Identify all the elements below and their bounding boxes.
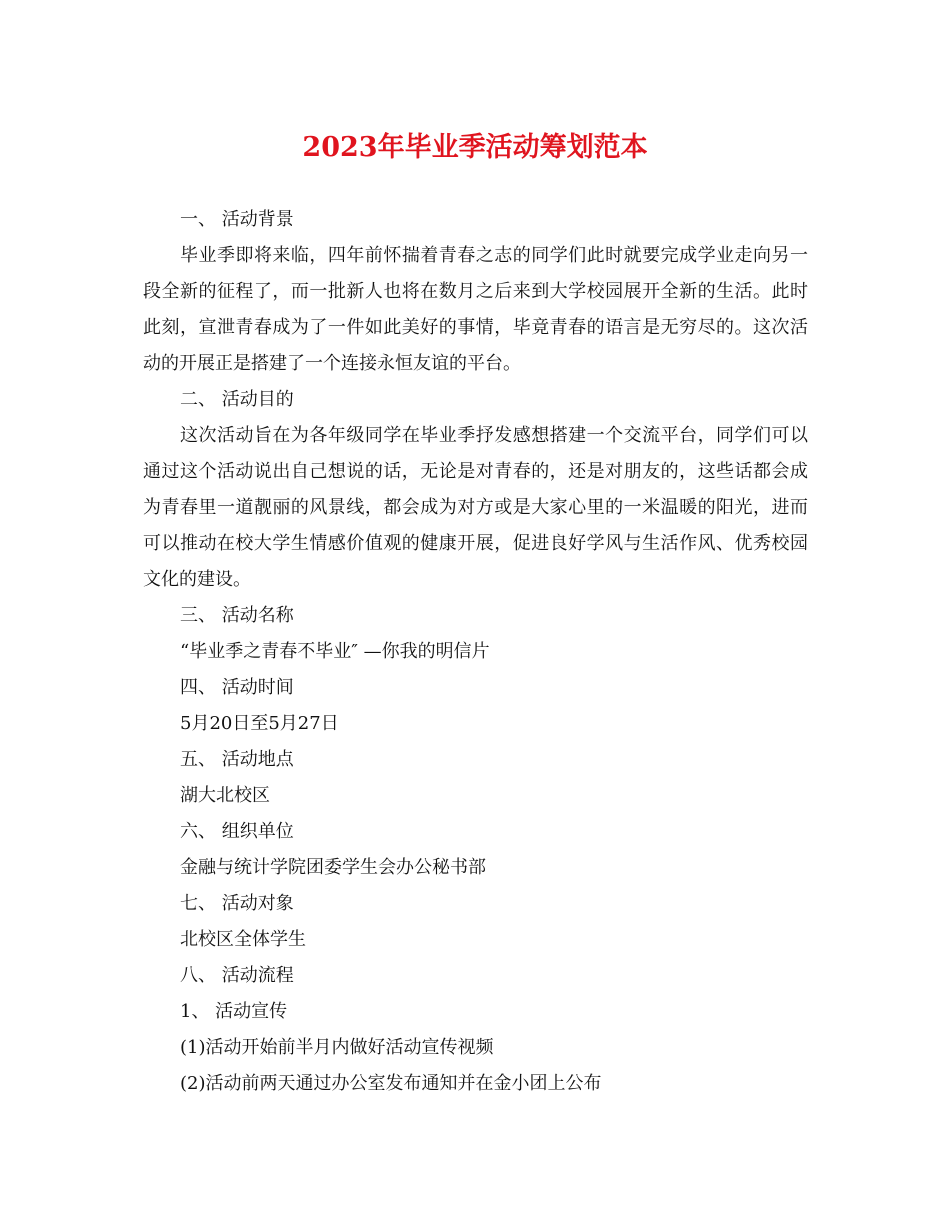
section-heading-target: 七、 活动对象 [180,893,294,914]
list-item: (2)活动前两天通过办公室发布通知并在金小团上公布 [180,1073,602,1094]
section-heading-place: 五、 活动地点 [180,749,294,770]
section-heading-organizer: 六、 组织单位 [180,821,294,842]
paragraph-place: 湖大北校区 [180,785,270,806]
section-heading-background: 一、 活动背景 [180,209,294,230]
section-heading-name: 三、 活动名称 [180,605,294,626]
paragraph-name: “毕业季之青春不毕业″ —你我的明信片 [180,641,490,662]
paragraph-background: 毕业季即将来临，四年前怀揣着青春之志的同学们此时就要完成学业走向另一段全新的征程了，而一批新人也将在数月之后来到大学校园展开全新的生活。此时此刻，宣泄青春成为了一件如此美好的事情，毕竟青春的语言是无穷尽的。这次活动的开展正是搭建了一个连接永恒友谊的平台。 [143,245,808,374]
list-item: (1)活动开始前半月内做好活动宣传视频 [180,1037,494,1058]
subheading-promotion: 1、 活动宣传 [180,1001,288,1022]
section-heading-purpose: 二、 活动目的 [180,389,294,410]
document-body [143,202,808,1102]
document-title: 2023年毕业季活动筹划范本 [302,132,648,163]
paragraph-time: 5月20日至5月27日 [180,713,339,734]
section-heading-process: 八、 活动流程 [180,965,294,986]
paragraph-target: 北校区全体学生 [180,929,306,950]
paragraph-organizer: 金融与统计学院团委学生会办公秘书部 [180,857,486,878]
paragraph-purpose: 这次活动旨在为各年级同学在毕业季抒发感想搭建一个交流平台，同学们可以通过这个活动说出自己想说的话，无论是对青春的，还是对朋友的，这些话都会成为青春里一道靓丽的风景线，都会成为对方或是大家心里的一米温暖的阳光，进而可以推动在校大学生情感价值观的健康开展，促进良好学风与生活作风、优秀校园文化的建设。 [143,425,808,590]
section-heading-time: 四、 活动时间 [180,677,294,698]
